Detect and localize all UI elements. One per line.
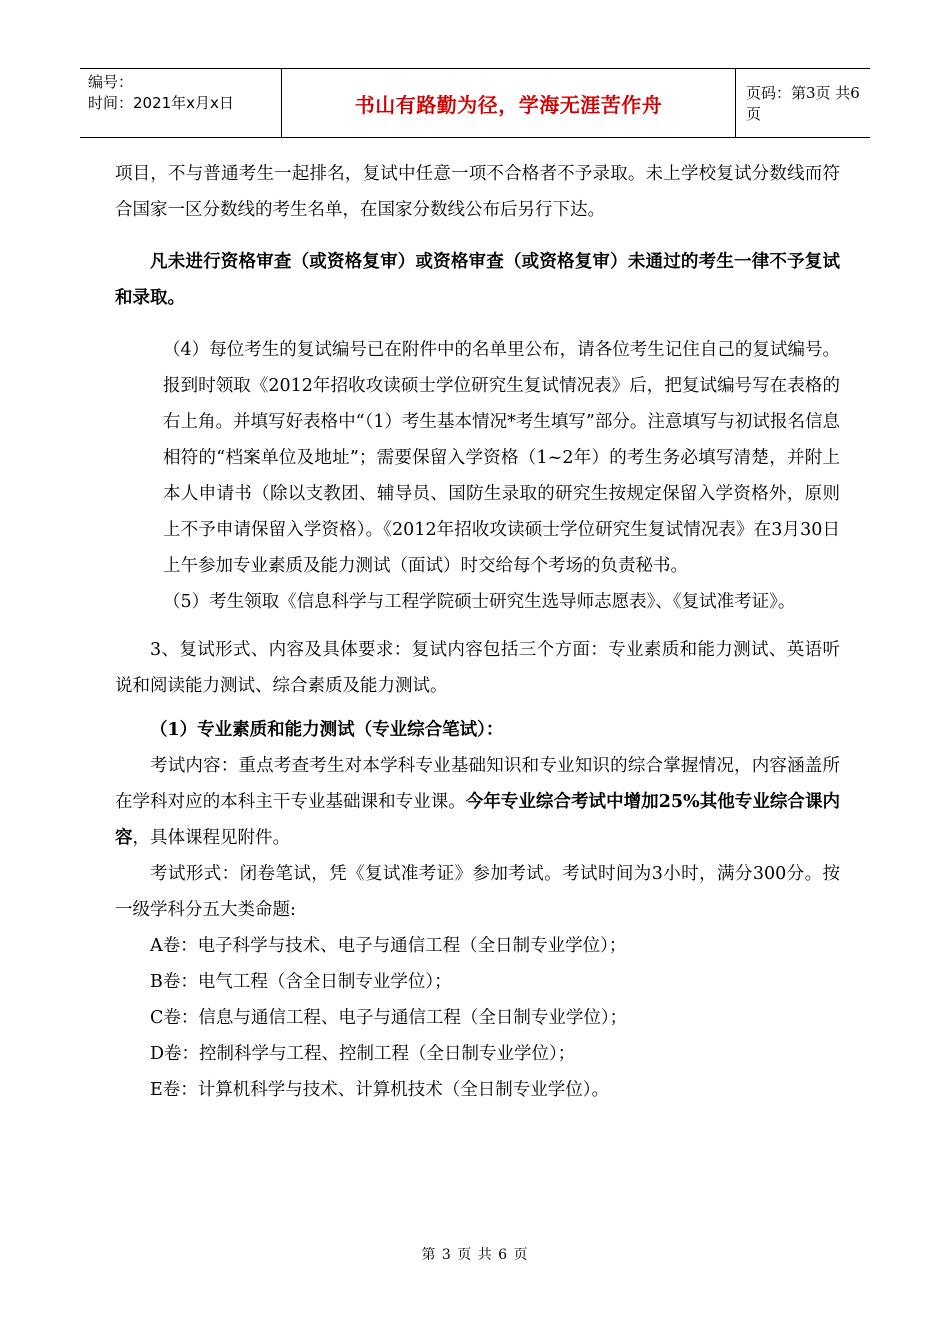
- paragraph-section-3: 3、复试形式、内容及具体要求：复试内容包括三个方面：专业素质和能力测试、英语听说和阅读能力测试、综合素质及能力测试。: [115, 640, 840, 696]
- paragraph-item-5: （5）考生领取《信息科学与工程学院硕士研究生选导师志愿表》、《复试准考证》。: [163, 592, 796, 612]
- header-motto: 书山有路勤为径，学海无涯苦作舟: [354, 92, 663, 117]
- page-header: [80, 68, 870, 138]
- paper-d: D卷：控制科学与工程、控制工程（全日制专业学位）；: [150, 1044, 576, 1064]
- exam-content-highlight: 今年专业综合考试中增加25%其他专业综合课内容: [115, 792, 840, 848]
- paragraph-item-4: （4）每位考生的复试编号已在附件中的名单里公布，请各位考生记住自己的复试编号。报到时领取《2012年招收攻读硕士学位研究生复试情况表》后，把复试编号写在表格的右上角。并填写好表格中“（1）考生基本情况*考生填写”部分。注意填写与初试报名信息相符的“档案单位及地址”；需要保留入学资格（1~2年）的考生务必填写清楚，并附上本人申请书（除以支教团、辅导员、国防生录取的研究生按规定保留入学资格外，原则上不予申请保留入学资格）。《2012年招收攻读硕士学位研究生复试情况表》在3月30日上午参加专业素质及能力测试（面试）时交给每个考场的负责秘书。: [163, 340, 840, 576]
- paragraph-exam-format: 考试形式：闭卷笔试，凭《复试准考证》参加考试。考试时间为3小时，满分300分。按一级学科分五大类命题:: [115, 864, 840, 920]
- paragraph-ranking: 项目，不与普通考生一起排名，复试中任意一项不合格者不予录取。未上学校复试分数线而符合国家一区分数线的考生名单，在国家分数线公布后另行下达。: [115, 164, 840, 220]
- header-meta: [80, 69, 282, 137]
- header-number: 编号：: [88, 73, 134, 91]
- paragraph-subsection-1: （1）专业素质和能力测试（专业综合笔试）：: [150, 720, 504, 740]
- paragraph-qualification-notice: 凡未进行资格审查（或资格复审）或资格审查（或资格复审）未通过的考生一律不予复试和录取。: [115, 252, 840, 308]
- paper-e: E卷：计算机科学与技术、计算机技术（全日制专业学位）。: [150, 1080, 610, 1100]
- paragraph-exam-content: 考试内容：重点考查考生对本学科专业基础知识和专业知识的综合掌握情况，内容涵盖所在学科对应的本科主干专业基础课和专业课。今年专业综合考试中增加25%其他专业综合课内容，具体课程见附件。: [115, 756, 840, 848]
- page-footer: 第 3 页 共 6 页: [421, 1247, 529, 1263]
- header-motto-cell: [282, 69, 736, 137]
- paper-b: B卷：电气工程（含全日制专业学位）；: [150, 972, 452, 992]
- header-time: 时间：2021年x月x日: [88, 94, 234, 112]
- paper-c: C卷：信息与通信工程、电子与通信工程（全日制专业学位）；: [150, 1008, 628, 1028]
- document-body: [115, 156, 840, 1108]
- header-page-code: 页码：第3页 共6页: [746, 84, 860, 123]
- paper-a: A卷：电子科学与技术、电子与通信工程（全日制专业学位）；: [150, 936, 627, 956]
